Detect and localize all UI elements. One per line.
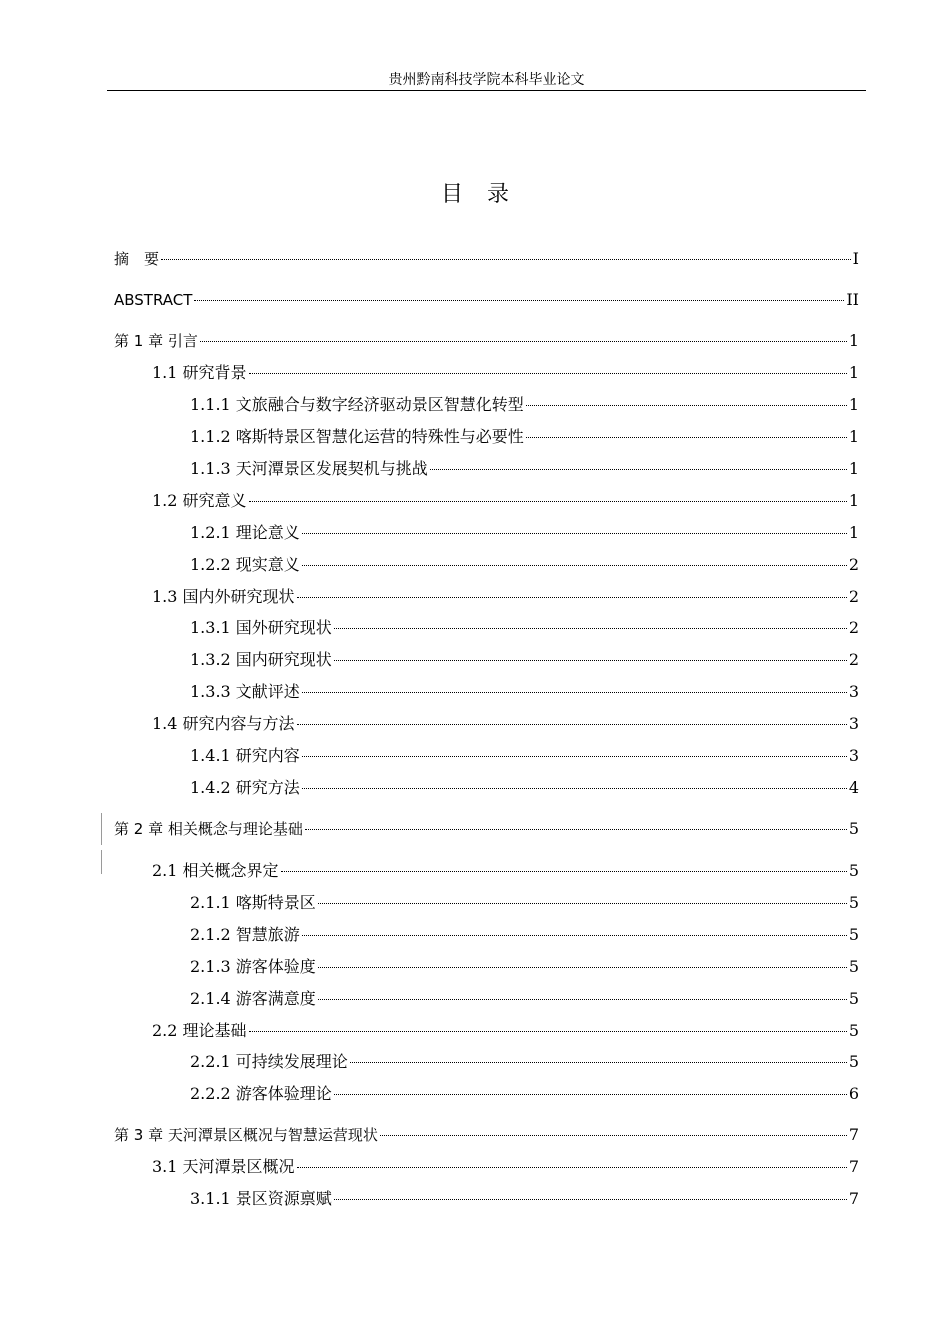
toc-entry-text: 1.4 研究内容与方法 <box>152 714 295 733</box>
toc-entry-chapter-1[interactable] <box>114 329 859 353</box>
toc-leader <box>194 300 844 301</box>
toc-entry-subsection[interactable] <box>190 553 859 577</box>
toc-entry-text: 1.3 国内外研究现状 <box>152 587 295 606</box>
toc-entry-subsection[interactable] <box>190 425 859 449</box>
toc-entry-subsection[interactable] <box>190 648 859 672</box>
toc-leader <box>302 788 847 789</box>
toc-page-number: 5 <box>848 957 859 976</box>
toc-leader <box>249 1031 847 1032</box>
toc-entry-section[interactable] <box>152 1155 859 1179</box>
toc-leader <box>526 405 847 406</box>
toc-entry-section[interactable] <box>152 361 859 385</box>
toc-page-number: 1 <box>848 523 859 542</box>
toc-leader <box>318 967 847 968</box>
toc-page-number: 5 <box>848 1052 859 1071</box>
toc-page-number: I <box>852 249 859 268</box>
toc-entry-text: 1.4.1 研究内容 <box>190 746 300 765</box>
toc-entry-text: 摘 要 <box>114 250 160 268</box>
toc-title: 目录 <box>440 182 533 207</box>
toc-entry-section[interactable] <box>152 859 859 883</box>
toc-leader <box>334 628 847 629</box>
toc-leader <box>430 469 847 470</box>
toc-leader <box>380 1135 847 1136</box>
toc-entry-text: 2.1.3 游客体验度 <box>190 957 316 976</box>
toc-entry-subsection[interactable] <box>190 776 859 800</box>
toc-entry-subsection[interactable] <box>190 955 859 979</box>
toc-page-number: 3 <box>848 746 859 765</box>
toc-entry-abstract-en[interactable] <box>114 288 859 312</box>
toc-page-number: 2 <box>848 618 859 637</box>
toc-entry-subsection[interactable] <box>190 393 859 417</box>
toc-entry-subsection[interactable] <box>190 1187 859 1211</box>
toc-entry-text: 1.3.2 国内研究现状 <box>190 650 332 669</box>
toc-entry-chapter-3[interactable] <box>114 1123 859 1147</box>
toc-page-number: 5 <box>848 1021 859 1040</box>
page-header: 贵州黔南科技学院本科毕业论文 <box>388 72 585 88</box>
toc-page-number: 2 <box>848 650 859 669</box>
toc-page-number: 1 <box>848 395 859 414</box>
toc-entry-text: 2.2.1 可持续发展理论 <box>190 1052 348 1071</box>
toc-entry-subsection[interactable] <box>190 680 859 704</box>
toc-leader <box>318 903 847 904</box>
toc-leader <box>249 373 847 374</box>
toc-entry-text: 2.1.4 游客满意度 <box>190 989 316 1008</box>
toc-entry-section[interactable] <box>152 489 859 513</box>
toc-entry-text: 2.1.2 智慧旅游 <box>190 925 300 944</box>
toc-page-number: 7 <box>848 1189 859 1208</box>
toc-entry-subsection[interactable] <box>190 521 859 545</box>
toc-entry-subsection[interactable] <box>190 923 859 947</box>
toc-leader <box>281 871 847 872</box>
toc-entry-section[interactable] <box>152 1019 859 1043</box>
toc-entry-text: 第 3 章 天河潭景区概况与智慧运营现状 <box>114 1126 378 1144</box>
toc-page-number: 4 <box>848 778 859 797</box>
toc-page-number: 3 <box>848 714 859 733</box>
toc-page-number: II <box>846 290 859 309</box>
toc-entry-text: 1.1 研究背景 <box>152 363 247 382</box>
toc-leader <box>302 935 847 936</box>
toc-leader <box>302 692 847 693</box>
toc-page-number: 5 <box>848 861 859 880</box>
toc-entry-text: 第 1 章 引言 <box>114 332 198 350</box>
toc-entry-subsection[interactable] <box>190 616 859 640</box>
toc-entry-subsection[interactable] <box>190 1050 859 1074</box>
toc-page-number: 5 <box>848 819 859 838</box>
toc-page-number: 7 <box>848 1125 859 1144</box>
toc-entry-text: 1.2.2 现实意义 <box>190 555 300 574</box>
toc-leader <box>297 724 847 725</box>
toc-leader <box>302 565 847 566</box>
toc-entry-text: ABSTRACT <box>114 291 193 309</box>
toc-entry-text: 3.1.1 景区资源禀赋 <box>190 1189 332 1208</box>
toc-page-number: 7 <box>848 1157 859 1176</box>
toc-entry-chapter-2[interactable] <box>114 817 859 841</box>
toc-page-number: 1 <box>848 331 859 350</box>
toc-entry-text: 2.2 理论基础 <box>152 1021 247 1040</box>
toc-entry-text: 2.1 相关概念界定 <box>152 861 279 880</box>
toc-entry-subsection[interactable] <box>190 744 859 768</box>
toc-leader <box>334 1199 847 1200</box>
toc-entry-text: 1.1.1 文旅融合与数字经济驱动景区智慧化转型 <box>190 395 524 414</box>
toc-entry-subsection[interactable] <box>190 1082 859 1106</box>
toc-entry-text: 2.1.1 喀斯特景区 <box>190 893 316 912</box>
toc-entry-subsection[interactable] <box>190 891 859 915</box>
toc-entry-text: 1.2.1 理论意义 <box>190 523 300 542</box>
toc-leader <box>350 1062 847 1063</box>
toc-leader <box>334 660 847 661</box>
toc-leader <box>318 999 847 1000</box>
toc-leader <box>526 437 847 438</box>
toc-page-number: 6 <box>848 1084 859 1103</box>
toc-entry-text: 1.3.3 文献评述 <box>190 682 300 701</box>
toc-entry-text: 第 2 章 相关概念与理论基础 <box>114 820 303 838</box>
toc-page-number: 5 <box>848 925 859 944</box>
toc-leader <box>297 1167 847 1168</box>
toc-entry-text: 1.3.1 国外研究现状 <box>190 618 332 637</box>
toc-page-number: 1 <box>848 491 859 510</box>
toc-entry-subsection[interactable] <box>190 987 859 1011</box>
toc-entry-subsection[interactable] <box>190 457 859 481</box>
toc-page-number: 1 <box>848 459 859 478</box>
toc-entry-text: 2.2.2 游客体验理论 <box>190 1084 332 1103</box>
toc-leader <box>302 533 847 534</box>
toc-entry-section[interactable] <box>152 712 859 736</box>
toc-leader <box>200 341 847 342</box>
toc-leader <box>302 756 847 757</box>
toc-page-number: 3 <box>848 682 859 701</box>
toc-page-number: 2 <box>848 555 859 574</box>
toc-page-number: 2 <box>848 587 859 606</box>
toc-leader <box>249 501 847 502</box>
toc-entry-section[interactable] <box>152 585 859 609</box>
toc-entry-text: 1.4.2 研究方法 <box>190 778 300 797</box>
toc-page-number: 1 <box>848 363 859 382</box>
toc-page-number: 5 <box>848 989 859 1008</box>
toc-entry-text: 1.1.2 喀斯特景区智慧化运营的特殊性与必要性 <box>190 427 524 446</box>
toc-entry-text: 1.1.3 天河潭景区发展契机与挑战 <box>190 459 428 478</box>
toc-leader <box>297 597 847 598</box>
toc-entry-abstract-cn[interactable] <box>114 247 859 271</box>
toc-entry-text: 1.2 研究意义 <box>152 491 247 510</box>
toc-leader <box>161 259 851 260</box>
toc-page-number: 5 <box>848 893 859 912</box>
toc-leader <box>305 829 847 830</box>
toc-entry-text: 3.1 天河潭景区概况 <box>152 1157 295 1176</box>
toc-page-number: 1 <box>848 427 859 446</box>
toc-leader <box>334 1094 847 1095</box>
